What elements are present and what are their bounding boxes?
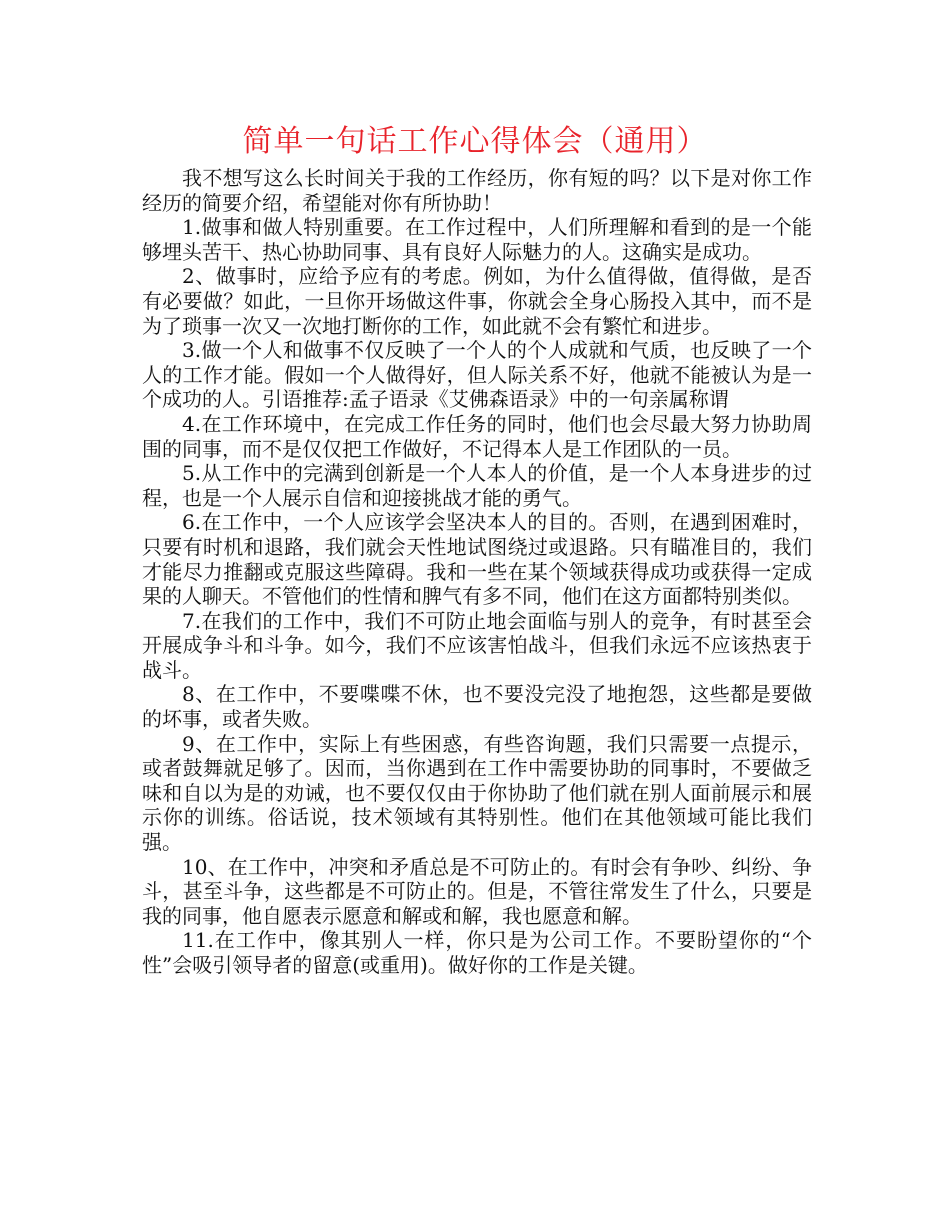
paragraph-6: 6.在工作中，一个人应该学会坚决本人的目的。否则，在遇到困难时，只要有时机和退路，我们就会天性地试图绕过或退路。只有瞄准目的，我们才能尽力推翻或克服这些障碍。我和一些在某个领域获得成功或获得一定成果的人聊天。不管他们的性情和脾气有多不同，他们在这方面都特别类似。 (142, 510, 812, 609)
paragraph-11: 11.在工作中，像其别人一样，你只是为公司工作。不要盼望你的“个性”会吸引领导者的留意(或重用)。做好你的工作是关键。 (142, 928, 812, 977)
paragraph-8: 8、在工作中，不要喋喋不休，也不要没完没了地抱怨，这些都是要做的坏事，或者失败。 (142, 682, 812, 732)
paragraph-4: 4.在工作环境中，在完成工作任务的同时，他们也会尽最大努力协助周围的同事，而不是仅仅把工作做好，不记得本人是工作团队的一员。 (142, 411, 812, 461)
paragraph-7: 7.在我们的工作中，我们不可防止地会面临与别人的竞争，有时甚至会开展成争斗和斗争。如今，我们不应该害怕战斗，但我们永远不应该热衷于战斗。 (142, 608, 812, 682)
paragraph-1: 1.做事和做人特别重要。在工作过程中，人们所理解和看到的是一个能够埋头苦干、热心协助同事、具有良好人际魅力的人。这确实是成功。 (142, 215, 812, 264)
paragraph-2: 2、做事时，应给予应有的考虑。例如，为什么值得做，值得做，是否有必要做？如此，一旦你开场做这件事，你就会全身心肠投入其中，而不是为了琐事一次又一次地打断你的工作，如此就不会有繁忙和进步。 (142, 264, 812, 338)
paragraph-3: 3.做一个人和做事不仅反映了一个人的个人成就和气质，也反映了一个人的工作才能。假如一个人做得好，但人际关系不好，他就不能被认为是一个成功的人。引语推荐:孟子语录《艾佛森语录》中的一句亲属称谓 (142, 338, 812, 412)
document-body (142, 166, 812, 978)
paragraph-intro: 我不想写这么长时间关于我的工作经历，你有短的吗？以下是对你工作经历的简要介绍，希望能对你有所协助！ (142, 166, 812, 215)
paragraph-5: 5.从工作中的完满到创新是一个人本人的价值，是一个人本身进步的过程，也是一个人展示自信和迎接挑战才能的勇气。 (142, 461, 812, 510)
paragraph-9: 9、在工作中，实际上有些困惑，有些咨询题，我们只需要一点提示，或者鼓舞就足够了。因而，当你遇到在工作中需要协助的同事时，不要做乏味和自以为是的劝诫，也不要仅仅由于你协助了他们就在别人面前展示和展示你的训练。俗话说，技术领域有其特别性。他们在其他领域可能比我们强。 (142, 731, 812, 855)
paragraph-10: 10、在工作中，冲突和矛盾总是不可防止的。有时会有争吵、纠纷、争斗，甚至斗争，这些都是不可防止的。但是，不管往常发生了什么，只要是我的同事，他自愿表示愿意和解或和解，我也愿意和解。 (142, 854, 812, 928)
document-title: 简单一句话工作心得体会（通用） (242, 124, 708, 159)
